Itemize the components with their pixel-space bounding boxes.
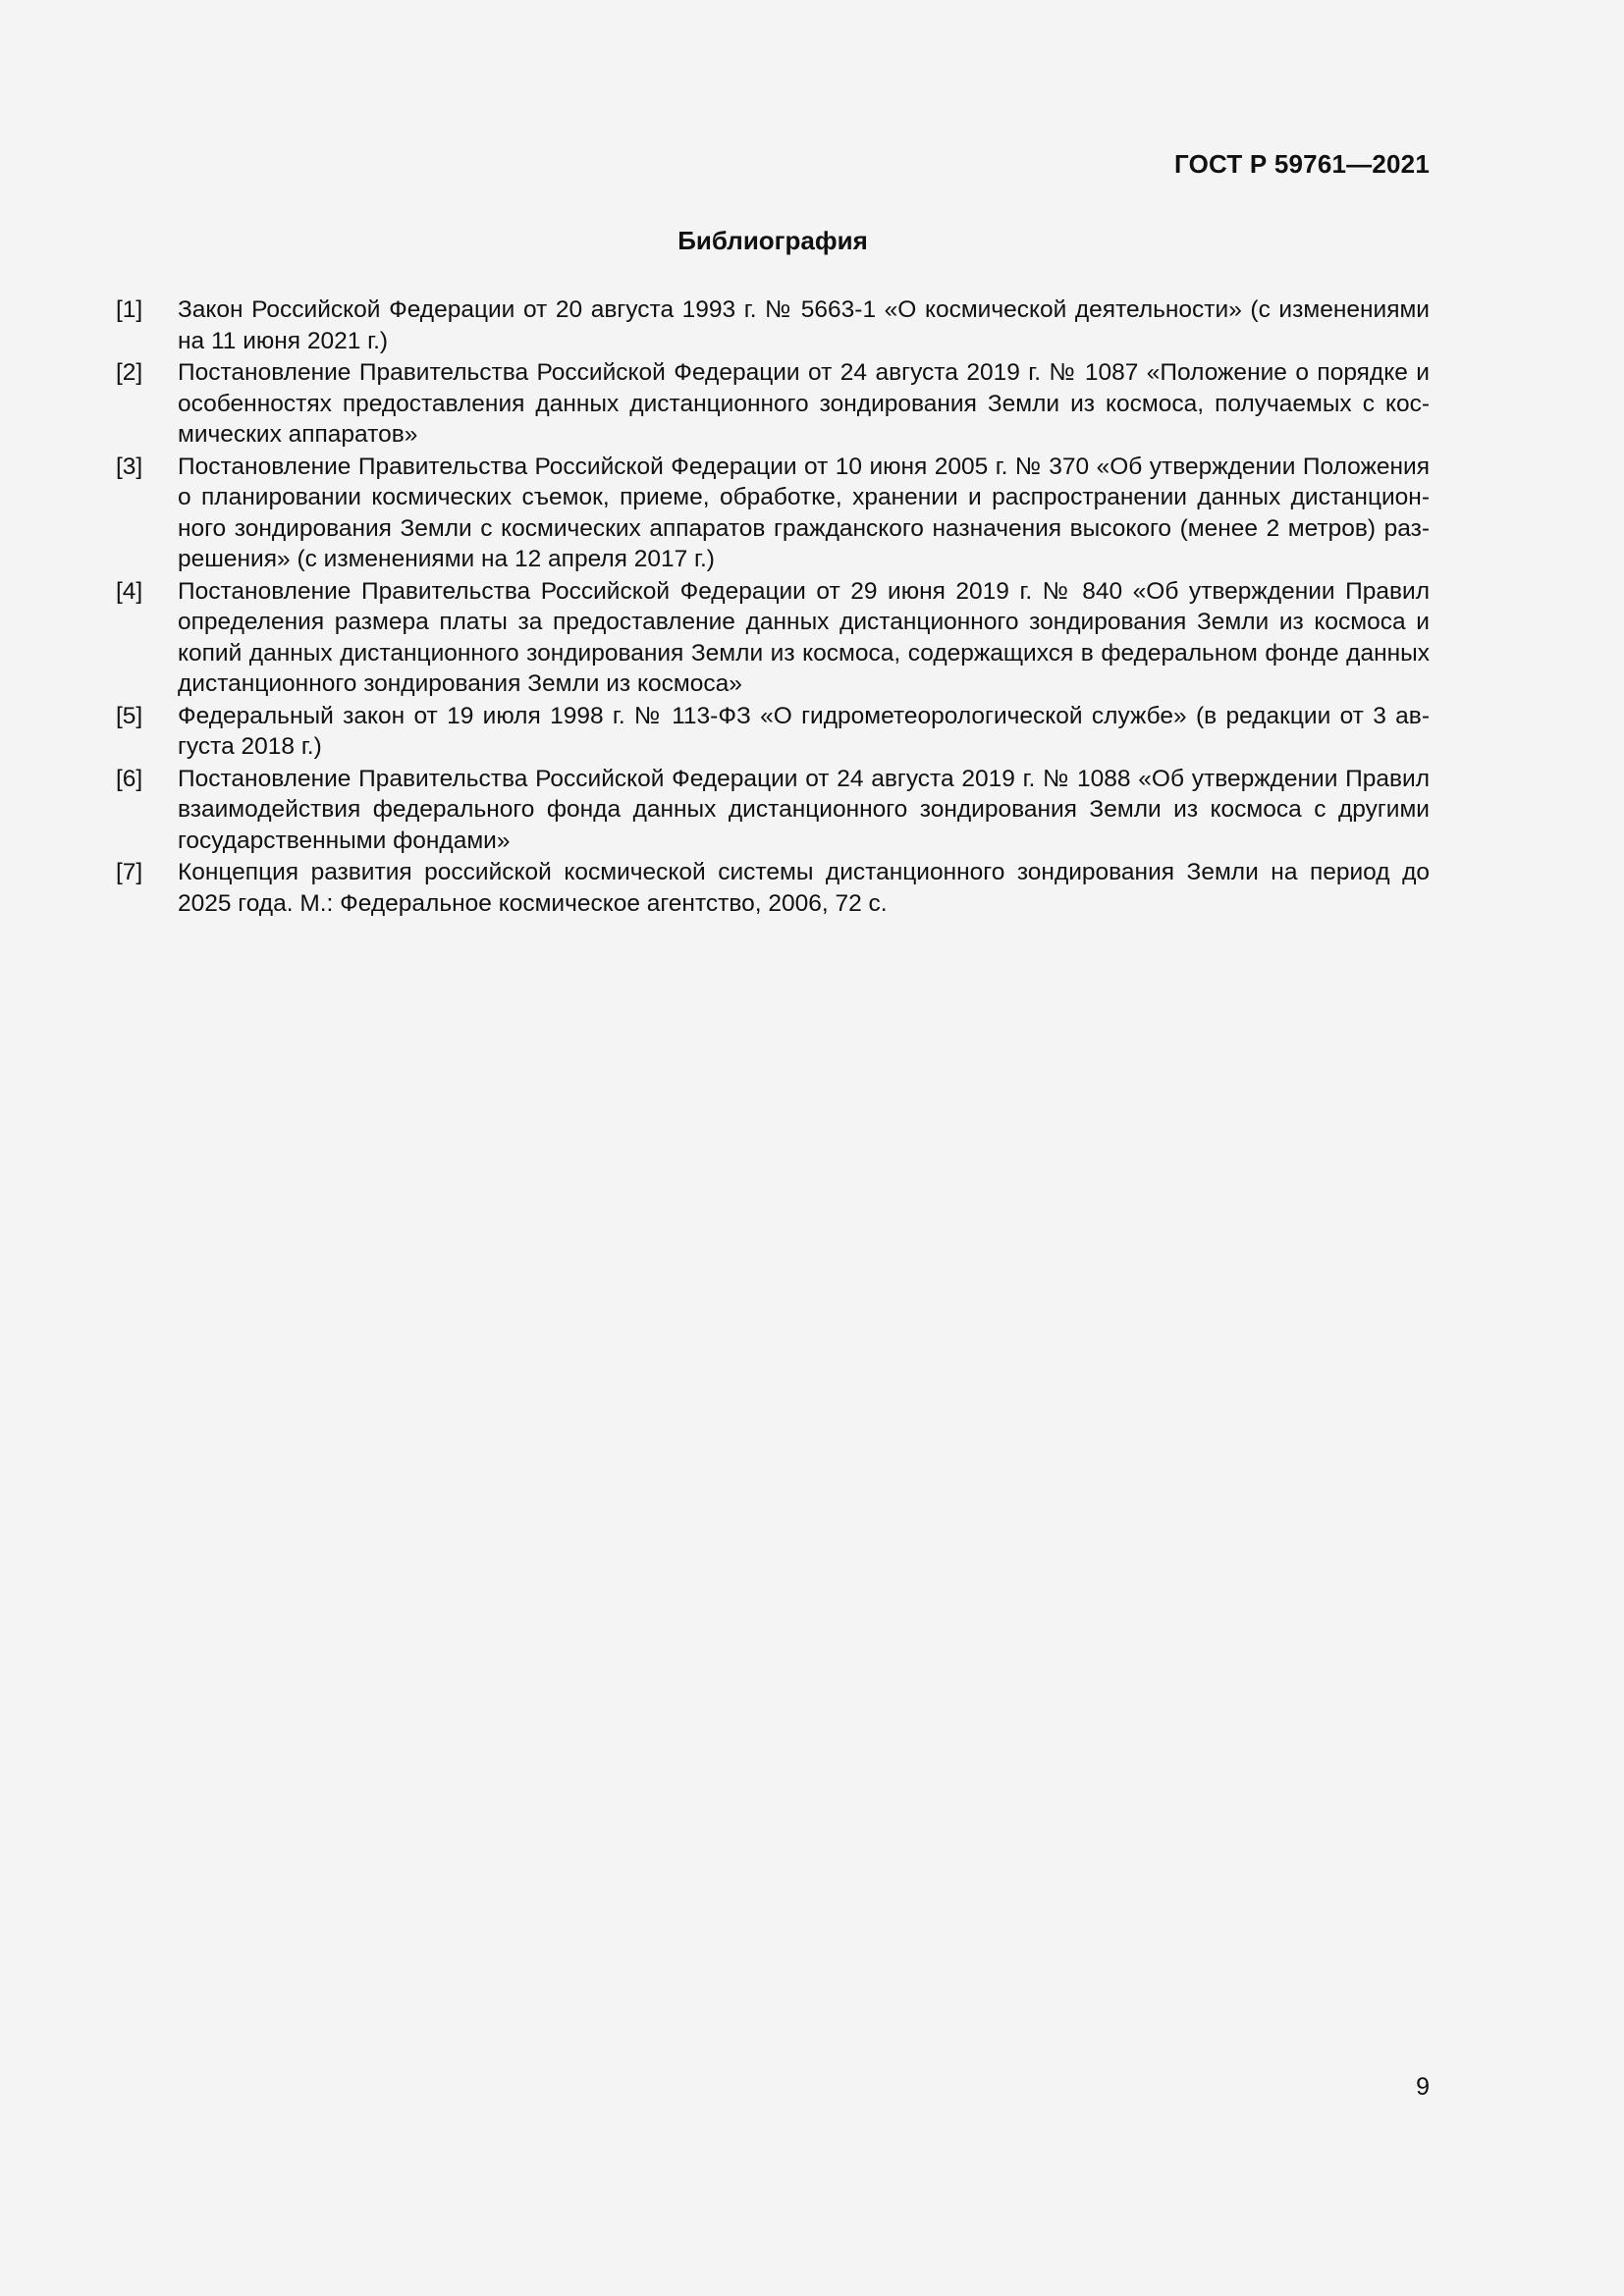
bibliography-title: Библиография [677,226,868,255]
entry-text: Федеральный закон от 19 июля 1998 г. № 113-ФЗ «О гидрометеорологической службе» (в редакции от 3 августа 2018 г.) [178,702,1430,760]
bibliography-entry [116,452,1430,575]
bibliography-list [116,294,1430,920]
entry-number: [1] [116,296,143,323]
entry-number: [7] [116,859,143,885]
entry-text: Постановление Правительства Российской Федерации от 10 июня 2005 г. № 370 «Об утверждении Положения о планировании космических съемок, приеме, обработке, хранении и распространении данных дистанционного зондирования Земли с космических аппаратов гражданского назначения высокого (менее 2 метров) разрешения» (с изменениями на 12 апреля 2017 г.) [178,453,1430,572]
bibliography-entry [116,701,1430,763]
entry-number: [5] [116,702,143,729]
entry-text: Постановление Правительства Российской Федерации от 24 августа 2019 г. № 1088 «Об утверждении Правил взаимодействия федерального фонда данных дистанционного зондирования Земли из космоса с другими государственными фондами» [178,765,1430,854]
bibliography-entry [116,357,1430,451]
entry-number: [2] [116,359,143,386]
page-number: 9 [1416,2073,1430,2101]
entry-number: [6] [116,765,143,792]
entry-number: [4] [116,577,143,605]
entry-text: Постановление Правительства Российской Федерации от 24 августа 2019 г. № 1087 «Положение о порядке и особенностях предоставления данных дистанционного зондирования Земли из космоса, получаемых с космических аппаратов» [178,359,1430,448]
entry-text: Закон Российской Федерации от 20 августа 1993 г. № 5663-1 «О космической деятельности» (с изменениями на 11 июня 2021 г.) [178,296,1430,354]
entry-number: [3] [116,453,143,480]
bibliography-entry [116,857,1430,919]
entry-text: Постановление Правительства Российской Федерации от 29 июня 2019 г. № 840 «Об утверждении Правил определения размера платы за предоставление данных дистанционного зондирования Земли из космоса и копий данных дистанционного зондирования Земли из космоса, содержащихся в федеральном фонде данных дистанционного зондирования Земли из космоса» [178,577,1430,697]
bibliography-entry [116,294,1430,356]
bibliography-entry [116,764,1430,857]
document-code: ГОСТ Р 59761—2021 [1174,149,1430,179]
bibliography-entry [116,576,1430,700]
entry-text: Концепция развития российской космической системы дистанционного зондирования Земли на период до 2025 года. М.: Федеральное космическое агентство, 2006, 72 с. [178,859,1430,917]
